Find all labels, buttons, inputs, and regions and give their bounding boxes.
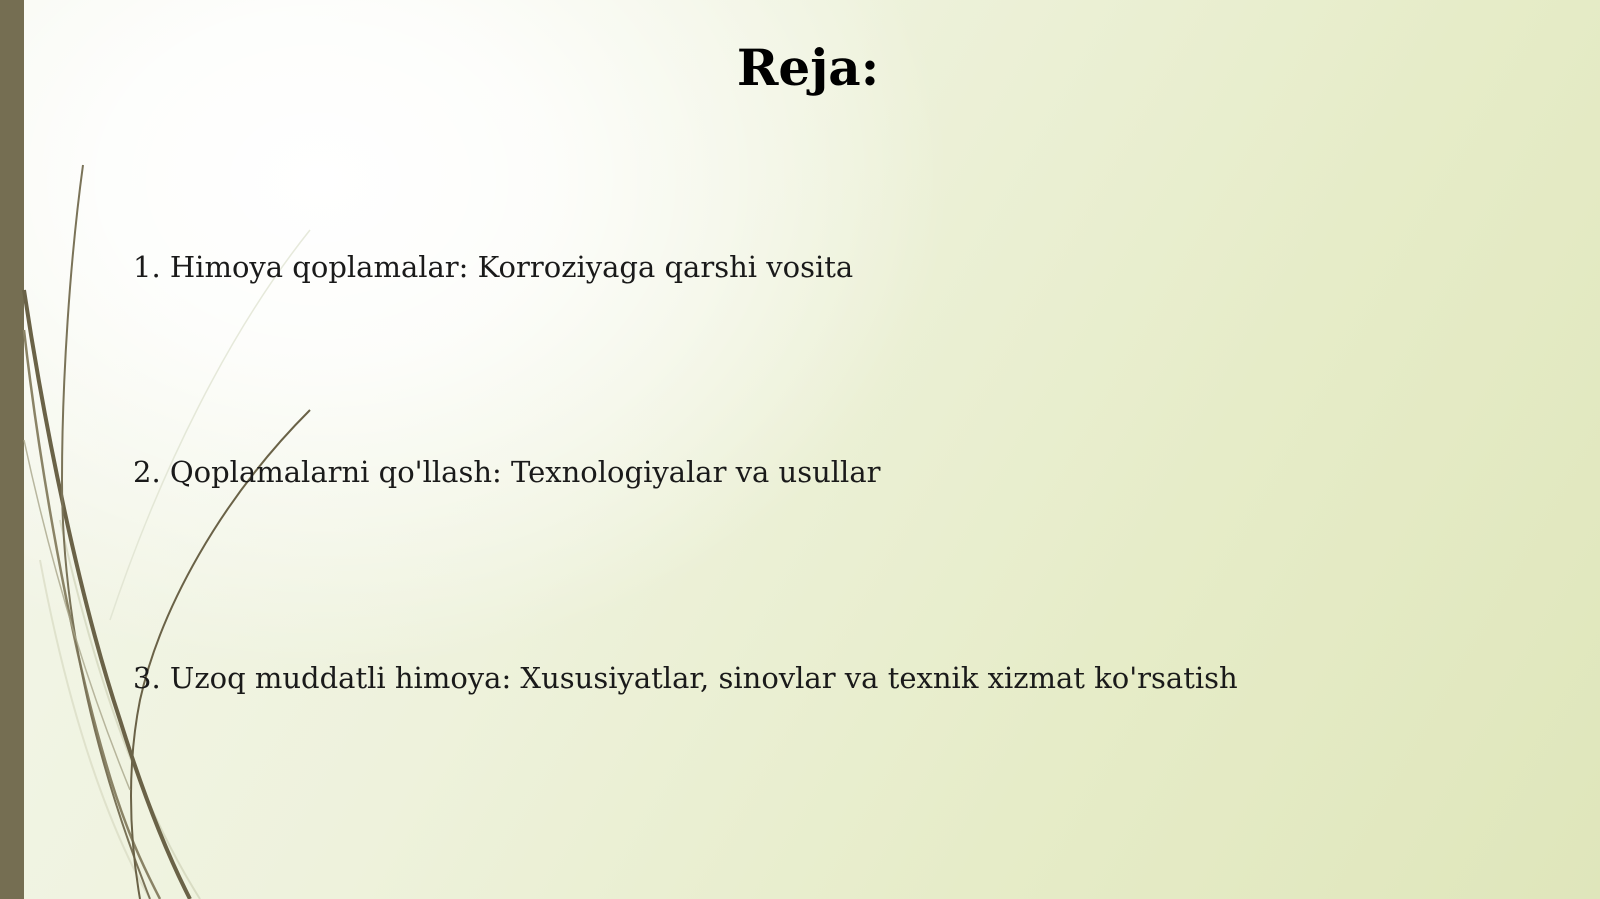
left-accent-bar bbox=[0, 0, 24, 899]
plan-item-3: 3. Uzoq muddatli himoya: Xususiyatlar, sinovlar va texnik xizmat ko'rsatish bbox=[133, 661, 1238, 695]
plan-item-1: 1. Himoya qoplamalar: Korroziyaga qarshi vosita bbox=[133, 250, 854, 284]
slide-title: Reja: bbox=[736, 38, 880, 97]
plan-item-2: 2. Qoplamalarni qo'llash: Texnologiyalar va usullar bbox=[133, 455, 881, 489]
